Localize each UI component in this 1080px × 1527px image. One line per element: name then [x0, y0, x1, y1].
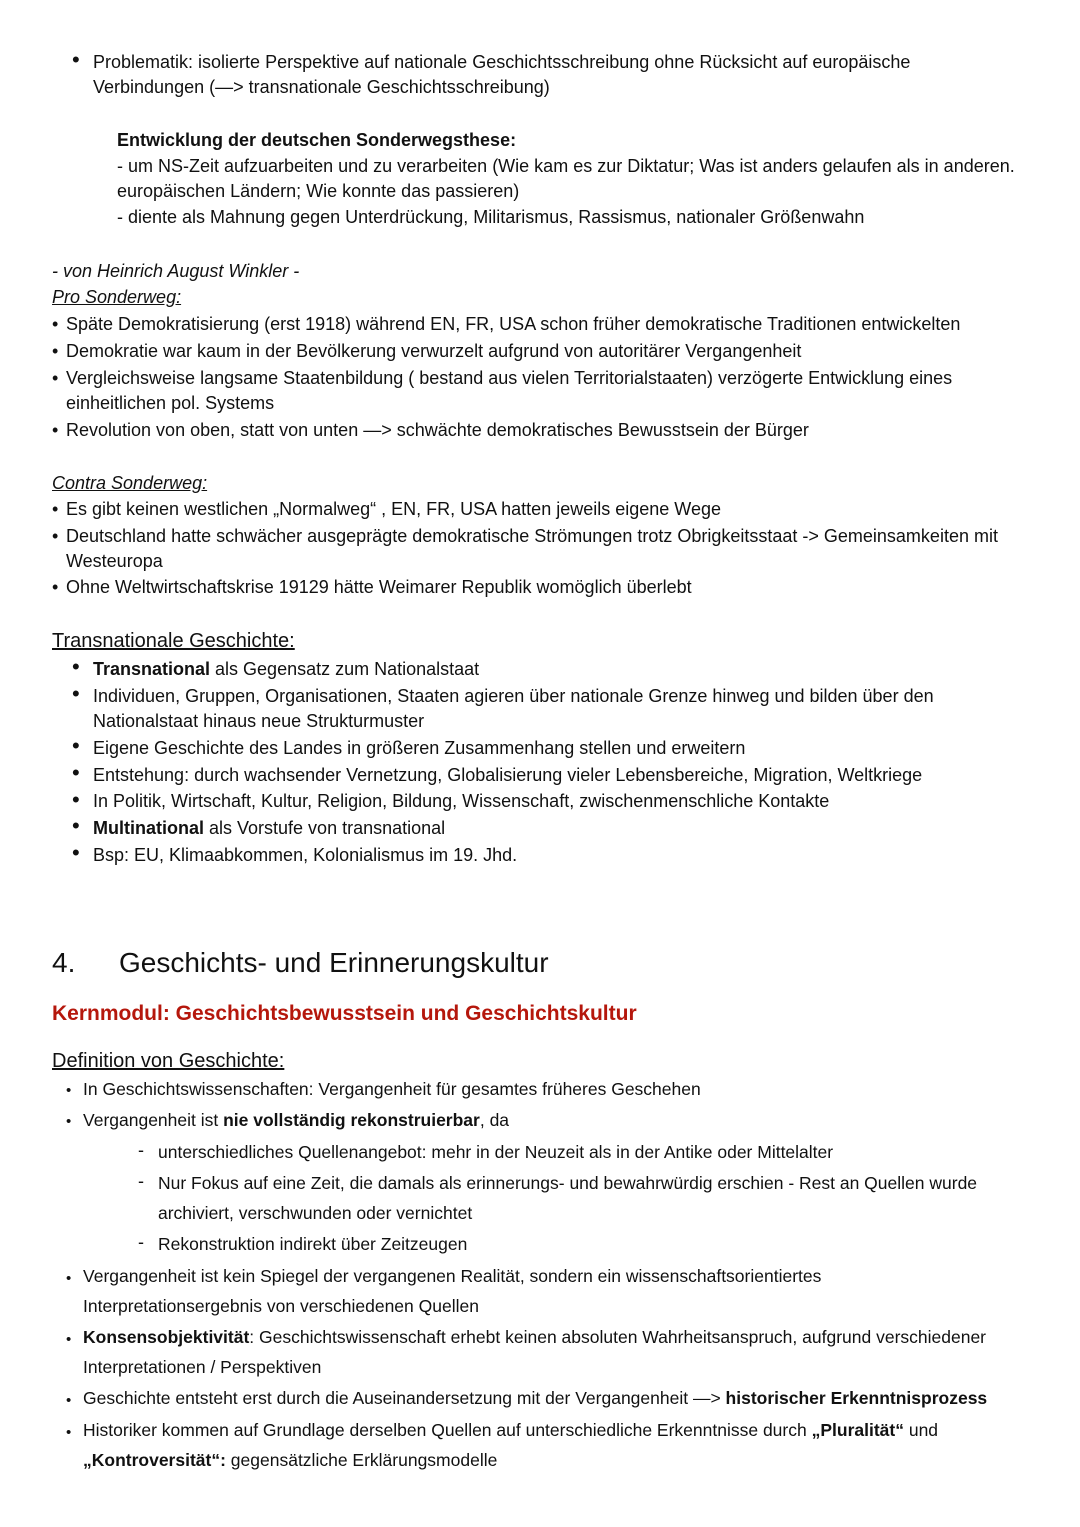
pro-sonderweg-heading: Pro Sonderweg: [52, 287, 182, 307]
transnational-item-4: Entstehung: durch wachsender Vernetzung, Globalisierung vieler Lebensbereiche, Migration, Weltkriege [93, 765, 923, 785]
definition-item-4-cont: Interpretationen / Perspektiven [83, 1357, 322, 1377]
definition-item-6: Historiker kommen auf Grundlage derselben Quellen auf unterschiedliche Erkenntnisse durch „Pluralität“ und [83, 1420, 939, 1440]
bullet-icon: • [52, 420, 59, 440]
pro-item-4: Revolution von oben, statt von unten —> schwächte demokratisches Bewusstsein der Bürger [66, 420, 809, 440]
section-number: 4. [52, 947, 76, 978]
pro-item-3: Vergleichsweise langsame Staatenbildung ( bestand aus vielen Territorialstaaten) verzögerte Entwicklung eines [66, 368, 953, 388]
definition-item-6-cont: „Kontroversität“: gegensätzliche Erklärungsmodelle [83, 1450, 498, 1470]
bullet-icon: • [72, 654, 80, 679]
subitem-2: Nur Fokus auf eine Zeit, die damals als erinnerungs- und bewahrwürdig erschien - Rest an Quellen wurde [158, 1173, 978, 1193]
definition-item-5: Geschichte entsteht erst durch die Auseinandersetzung mit der Vergangenheit —> historischer Erkenntnisprozess [83, 1388, 988, 1408]
bullet-icon: • [52, 526, 59, 546]
bullet-icon: • [52, 499, 59, 519]
bullet-icon: • [72, 813, 80, 838]
subitem-2-cont: archiviert, verschwunden oder vernichtet [158, 1203, 473, 1223]
bullet-icon: • [66, 1392, 72, 1409]
bullet-icon: • [66, 1270, 72, 1287]
pro-item-2: Demokratie war kaum in der Bevölkerung verwurzelt aufgrund von autoritärer Vergangenheit [66, 341, 802, 361]
transnational-item-2: Individuen, Gruppen, Organisationen, Staaten agieren über nationale Grenze hinweg und bilden über den [93, 686, 934, 706]
bullet-icon: • [72, 681, 80, 706]
bullet-icon: • [72, 840, 80, 865]
definition-heading: Definition von Geschichte: [52, 1050, 285, 1072]
author-line: - von Heinrich August Winkler - [52, 261, 300, 281]
definition-item-2: Vergangenheit ist nie vollständig rekonstruierbar, da [83, 1110, 510, 1130]
pro-item-1: Späte Demokratisierung (erst 1918) während EN, FR, USA schon früher demokratische Traditionen entwickelten [66, 314, 961, 334]
contra-item-2-cont: Westeuropa [66, 551, 163, 571]
bullet-icon: • [66, 1331, 72, 1348]
contra-item-1: Es gibt keinen westlichen „Normalweg“ , EN, FR, USA hatten jeweils eigene Wege [66, 499, 721, 519]
dash-icon: - [138, 1232, 144, 1252]
transnational-item-1: Transnational als Gegensatz zum Nationalstaat [93, 659, 480, 679]
bullet-icon: • [66, 1424, 72, 1441]
definition-item-3: Vergangenheit ist kein Spiegel der vergangenen Realität, sondern ein wissenschaftsorientiertes [83, 1266, 822, 1286]
bullet-icon: • [72, 733, 80, 758]
problem-text-line-1: Problematik: isolierte Perspektive auf nationale Geschichtsschreibung ohne Rücksicht auf europäische [93, 52, 911, 72]
subitem-1: unterschiedliches Quellenangebot: mehr in der Neuzeit als in der Antike oder Mittelalter [158, 1142, 834, 1162]
bullet-icon: • [66, 1113, 72, 1130]
transnational-item-3: Eigene Geschichte des Landes in größeren Zusammenhang stellen und erweitern [93, 738, 746, 758]
dash-icon: - [138, 1171, 144, 1191]
transnational-item-2-cont: Nationalstaat hinaus neue Strukturmuster [93, 711, 425, 731]
section-title: Geschichts- und Erinnerungskultur [119, 947, 549, 978]
development-line-1: - um NS-Zeit aufzuarbeiten und zu verarbeiten (Wie kam es zur Diktatur; Was ist anders gelaufen als in anderen. [117, 156, 1015, 176]
transnational-item-6: Multinational als Vorstufe von transnational [93, 818, 446, 838]
definition-item-3-cont: Interpretationsergebnis von verschiedenen Quellen [83, 1296, 479, 1316]
contra-sonderweg-heading: Contra Sonderweg: [52, 473, 208, 493]
contra-item-2: Deutschland hatte schwächer ausgeprägte demokratische Strömungen trotz Obrigkeitsstaat -> Gemeinsamkeiten mit [66, 526, 998, 546]
dash-icon: - [138, 1140, 144, 1160]
bullet-icon: • [52, 368, 59, 388]
transnational-item-7: Bsp: EU, Klimaabkommen, Kolonialismus im 19. Jhd. [93, 845, 518, 865]
bullet-icon: • [52, 341, 59, 361]
transnational-heading: Transnationale Geschichte: [52, 630, 295, 652]
bullet-icon: • [52, 314, 59, 334]
bullet-icon: • [66, 1082, 72, 1099]
pro-item-3-cont: einheitlichen pol. Systems [66, 393, 275, 413]
bullet-icon: • [72, 787, 80, 812]
definition-item-4: Konsensobjektivität: Geschichtswissenschaft erhebt keinen absoluten Wahrheitsanspruch, aufgrund verschiedener [83, 1327, 987, 1347]
bullet-icon: • [72, 760, 80, 785]
bullet-icon: • [52, 577, 59, 597]
kernmodul-heading: Kernmodul: Geschichtsbewusstsein und Geschichtskultur [52, 1002, 637, 1025]
problem-text-line-2: Verbindungen (—> transnationale Geschichtsschreibung) [93, 77, 550, 97]
bullet-icon: • [72, 47, 80, 72]
subitem-3: Rekonstruktion indirekt über Zeitzeugen [158, 1234, 468, 1254]
sonderweg-development-title: Entwicklung der deutschen Sonderwegsthese: [117, 130, 517, 150]
contra-item-3: Ohne Weltwirtschaftskrise 19129 hätte Weimarer Republik womöglich überlebt [66, 577, 692, 597]
development-line-3: - diente als Mahnung gegen Unterdrückung, Militarismus, Rassismus, nationaler Größenwahn [117, 207, 865, 227]
development-line-2: europäischen Ländern; Wie konnte das passieren) [117, 181, 520, 201]
transnational-item-5: In Politik, Wirtschaft, Kultur, Religion, Bildung, Wissenschaft, zwischenmenschliche Kontakte [93, 791, 830, 811]
definition-item-1: In Geschichtswissenschaften: Vergangenheit für gesamtes früheres Geschehen [83, 1079, 701, 1099]
